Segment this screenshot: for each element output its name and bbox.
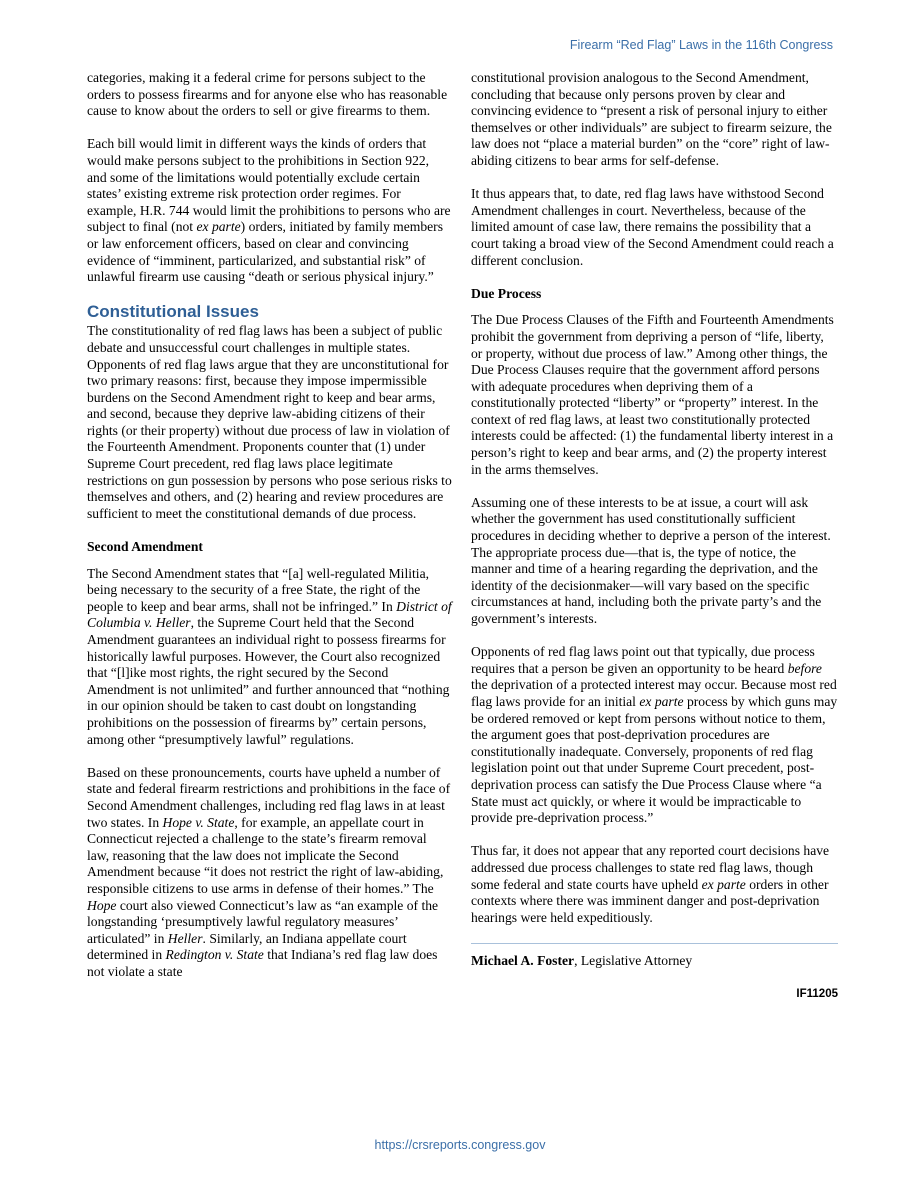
paragraph: The Due Process Clauses of the Fifth and Fourteenth Amendments prohibit the government from depriving a person of “life, liberty, or property, without due process of law.” Among other things, the Due Process Clauses require that the government afford persons with adequate procedures when depriving them of a constitutionally protected “liberty” or “property” interest. In the context of red flag laws, at least two constitutionally protected interests could be affected: (1) the fundamental liberty interest in a person’s right to keep and bear arms, and (2) the property interest in the arms themselves. <box>471 312 834 477</box>
paragraph: Assuming one of these interests to be at issue, a court will ask whether the government has used constitutionally sufficient procedures in deciding whether to deprive a person of the interest. The appropriate process due—that is, the type of notice, the manner and time of a hearing regarding the deprivation, and the identity of the decisionmaker—will vary based on the specific circumstances at hand, including both the private party’s and the government’s interests. <box>471 494 831 626</box>
paragraph: Opponents of red flag laws point out that typically, due process requires that a person be given an opportunity to be heard before the deprivation of a protected interest may occur. Because most red flag laws provide for an initial ex parte process by which guns may be ordered removed or kept from persons without notice to them, the argument goes that post-deprivation procedures are constitutionally inadequate. Conversely, proponents of red flag legislation point out that under Supreme Court precedent, post-deprivation process can satisfy the Due Process Clause where “a State must act quickly, or where it would be impracticable to provide pre-deprivation process.” <box>471 644 838 826</box>
paragraph: Thus far, it does not appear that any reported court decisions have addressed due process challenges to state red flag laws, though some federal and state courts have upheld ex parte orders in other contexts where there was imminent danger and post-deprivation hearings were held expeditiously. <box>471 843 830 925</box>
paragraph: The Second Amendment states that “[a] well-regulated Militia, being necessary to the security of a free State, the right of the people to keep and bear arms, shall not be infringed.” In District of Columbia v. Heller, the Supreme Court held that the Second Amendment guarantees an individual right to possess firearms for historically lawful purposes. However, the Court also recognized that “[l]ike most rights, the right secured by the Second Amendment is not unlimited” and further announced that “nothing in our opinion should be taken to cast doubt on longstanding prohibitions on the possession of firearms by” certain persons, among other “presumptively lawful” regulations. <box>87 565 452 747</box>
author-name: Michael A. Foster <box>471 952 575 968</box>
left-column <box>87 70 452 980</box>
right-column <box>471 70 838 1003</box>
author-divider <box>471 943 838 944</box>
section-heading: Constitutional Issues <box>87 302 259 322</box>
paragraph: Based on these pronouncements, courts have upheld a number of state and federal firearm restrictions and prohibitions in the face of Second Amendment challenges, including red flag laws in at least two states. In Hope v. State, for example, an appellate court in Connecticut rejected a challenge to the state’s firearm removal law, reasoning that the law does not implicate the Second Amendment because “it does not restrict the right of law-abiding, responsible citizens to use arms in defense of their homes.” The Hope court also viewed Connecticut’s law as “an example of the longstanding ‘presumptively lawful regulatory measures’ articulated” in Heller. Similarly, an Indiana appellate court determined in Redington v. State that Indiana’s red flag law does not violate a state <box>87 764 451 979</box>
author-line <box>471 953 838 970</box>
subheading-second-amendment: Second Amendment <box>87 539 203 555</box>
subheading-due-process: Due Process <box>471 285 542 301</box>
paragraph: constitutional provision analogous to the Second Amendment, concluding that because only persons proven by clear and convincing evidence to “present a risk of personal injury to either themselves or other individuals” are subject to firearm seizure, the law does not “place a material burden” on the “core” right of law-abiding citizens to bear arms for self-defense. <box>471 70 832 168</box>
paragraph: Each bill would limit in different ways the kinds of orders that would make persons subject to the prohibitions in Section 922, and some of the limitations would potentially exclude certain states’ existing extreme risk protection order regimes. For example, H.R. 744 would limit the prohibitions to persons who are subject to final (not ex parte) orders, initiated by family members or law enforcement officers, based on clear and convincing evidence of “imminent, particularized, and substantial risk” of unlawful firearm use causing “death or serious physical injury.” <box>87 136 451 285</box>
document-number: IF11205 <box>796 988 838 1001</box>
paragraph: The constitutionality of red flag laws has been a subject of public debate and unsuccessful court challenges in multiple states. Opponents of red flag laws argue that they are unconstitutional for two primary reasons: first, because they impose impermissible burdens on the Second Amendment right to keep and bear arms, and second, because they deprive law-abiding citizens of their rights (or their property) without due process of law in violation of the Fourteenth Amendment. Proponents counter that (1) under Supreme Court precedent, red flag laws place legitimate restrictions on gun possession by persons who pose serious risks to themselves and others, and (2) hearing and review procedures are sufficient to meet the constitutional demands of due process. <box>87 323 452 521</box>
running-header-title: Firearm “Red Flag” Laws in the 116th Congress <box>569 38 833 52</box>
author-title: , Legislative Attorney <box>574 952 693 968</box>
paragraph: categories, making it a federal crime for persons subject to the orders to possess firearms and for anyone else who has reasonable cause to know about the orders to sell or give firearms to them. <box>87 70 448 119</box>
paragraph: It thus appears that, to date, red flag laws have withstood Second Amendment challenges in court. Nevertheless, because of the limited amount of case law, there remains the possibility that a court taking a broad view of the Second Amendment could reach a different conclusion. <box>471 186 834 268</box>
footer-link[interactable]: https://crsreports.congress.gov <box>374 1138 546 1152</box>
